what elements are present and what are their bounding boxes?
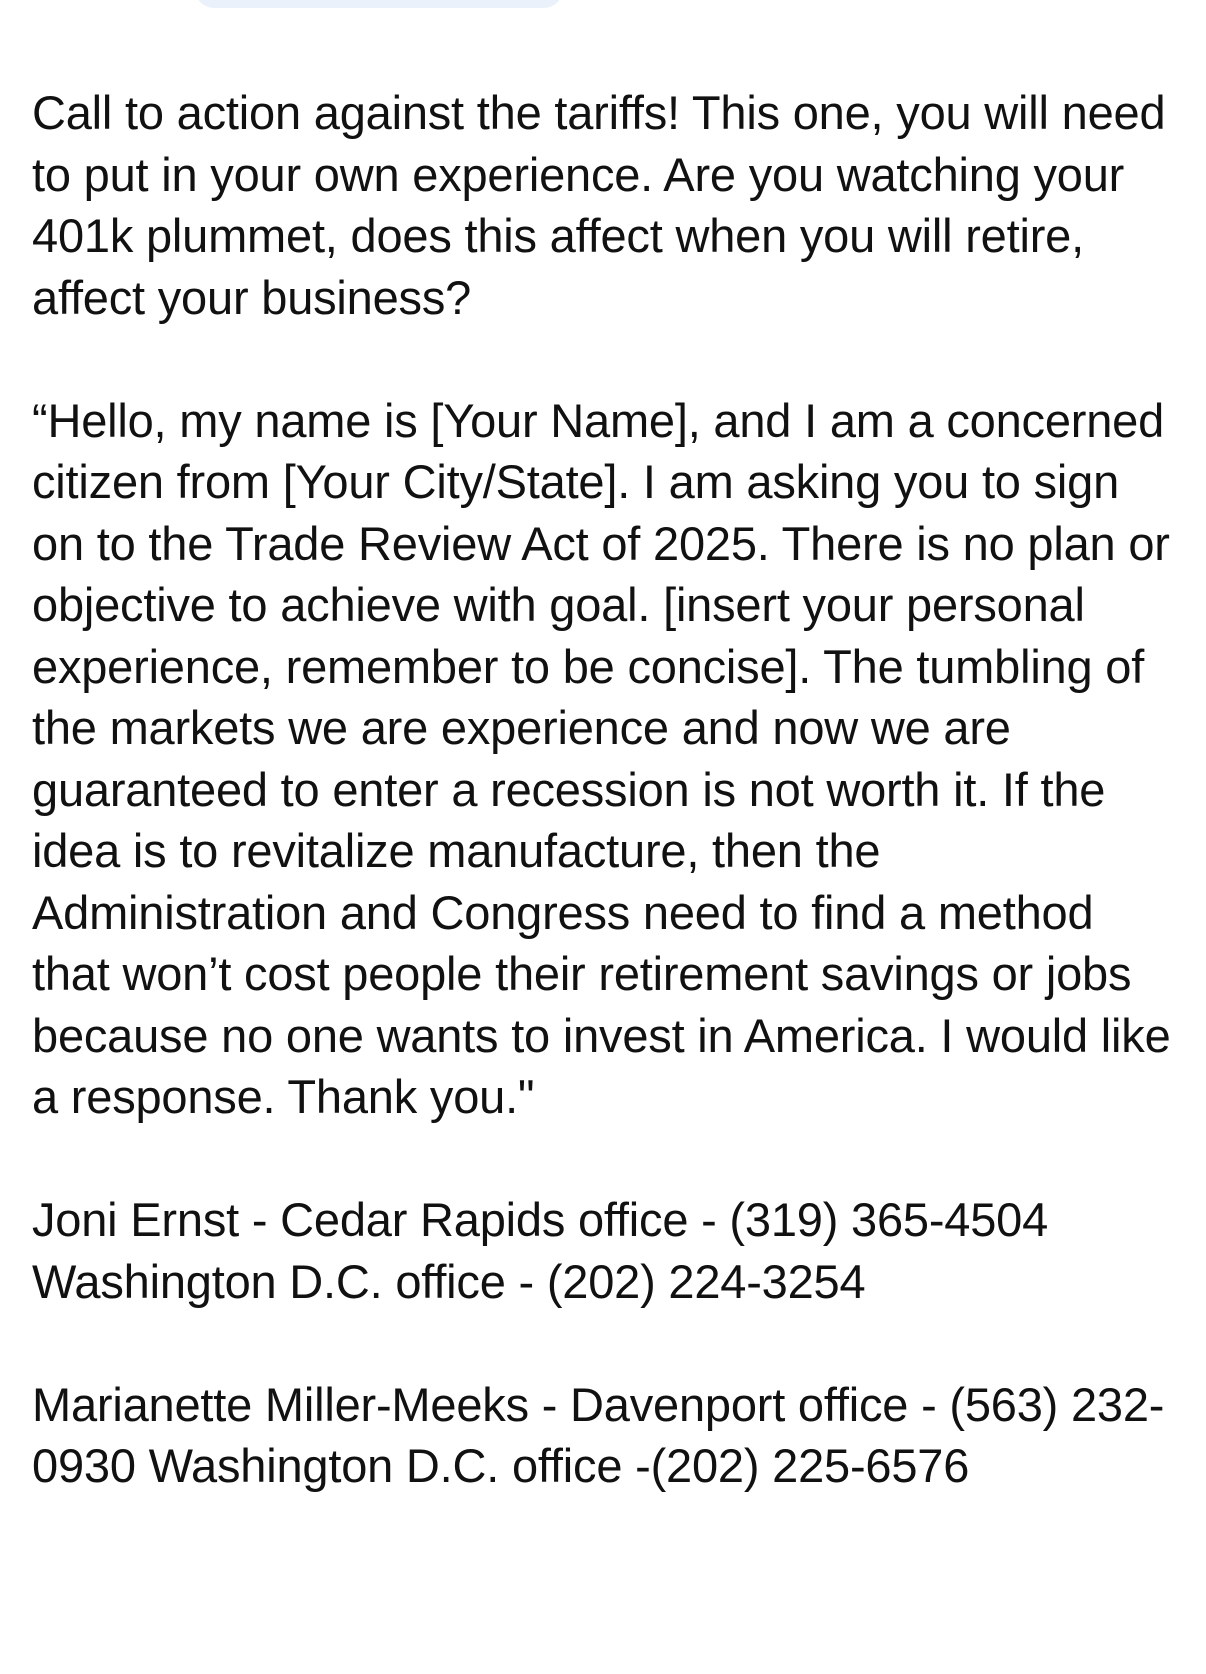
paragraph-spacer (32, 1312, 1182, 1374)
post-script-text: “Hello, my name is [Your Name], and I am a concerned citizen from [Your City/State]. I am asking you to sign on to the Trade Review Act of 2025. There is no plan or objective to achieve with goal. [insert your personal experience, remember to be concise]. The tumbling of the markets we are experience and now we are guaranteed to enter a recession is not worth it. If the idea is to revitalize manufacture, then the Administration and Congress need to find a method that won’t cost people their retirement savings or jobs because no one wants to invest in America. I would like a response. Thank you." (32, 393, 1171, 1123)
paragraph-spacer (32, 328, 1182, 390)
top-pill-button[interactable] (195, 0, 563, 8)
post-intro-text: Call to action against the tariffs! This one, you will need to put in your own experience. Are you watching your 401k plummet, does this affect when you will retire, affect your business? (32, 86, 1166, 324)
contact-miller-meeks: Marianette Miller-Meeks - Davenport office - (563) 232-0930 Washington D.C. office -(202) 225-6576 (32, 1377, 1165, 1492)
paragraph-spacer (32, 1128, 1182, 1190)
post-body (32, 82, 1182, 1497)
contact-joni-ernst: Joni Ernst - Cedar Rapids office - (319) 365-4504 Washington D.C. office - (202) 224-3254 (32, 1193, 1049, 1308)
